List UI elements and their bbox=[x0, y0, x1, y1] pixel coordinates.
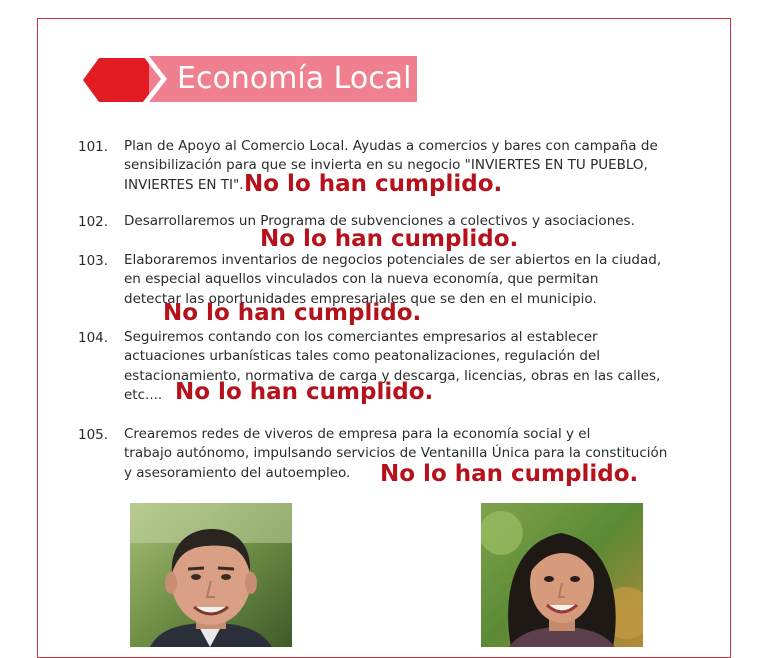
item-line: actuaciones urbanísticas tales como peatonalizaciones, regulación del bbox=[124, 348, 601, 365]
item-line: INVIERTES EN TI". bbox=[124, 176, 244, 193]
item-number: 104. bbox=[78, 330, 109, 346]
item-number: 105. bbox=[78, 427, 109, 443]
item-number: 101. bbox=[78, 139, 109, 155]
woman-portrait-photo bbox=[481, 503, 643, 647]
item-line: Desarrollaremos un Programa de subvenciones a colectivos y asociaciones. bbox=[124, 213, 635, 229]
status-stamp: No lo han cumplido. bbox=[244, 171, 503, 197]
man-portrait-photo bbox=[130, 503, 292, 647]
item-number: 103. bbox=[78, 253, 109, 269]
item-line: y asesoramiento del autoempleo. bbox=[124, 464, 351, 481]
item-line: sensibilización para que se invierta en su negocio "INVIERTES EN TU PUEBLO, bbox=[124, 157, 648, 174]
status-stamp: No lo han cumplido. bbox=[175, 379, 434, 405]
item-line: detectar las oportunidades empresariales que se den en el municipio. bbox=[124, 290, 597, 307]
item-line: etc.... bbox=[124, 386, 163, 403]
item-line: Elaboraremos inventarios de negocios potenciales de ser abiertos en la ciudad, bbox=[124, 252, 662, 268]
item-line: Crearemos redes de viveros de empresa para la economía social y el bbox=[124, 426, 591, 442]
banner-arrow-notch bbox=[143, 56, 167, 102]
section-title: Economía Local bbox=[177, 61, 412, 96]
item-number: 102. bbox=[78, 214, 109, 230]
status-stamp: No lo han cumplido. bbox=[163, 300, 422, 326]
item-line: estacionamiento, normativa de carga y descarga, licencias, obras en las calles, bbox=[124, 367, 661, 384]
item-line: trabajo autónomo, impulsando servicios de Ventanilla Única para la constitución bbox=[124, 445, 668, 462]
status-stamp: No lo han cumplido. bbox=[380, 461, 639, 487]
item-line: Seguiremos contando con los comerciantes empresarios al establecer bbox=[124, 329, 598, 345]
item-line: Plan de Apoyo al Comercio Local. Ayudas a comercios y bares con campaña de bbox=[124, 138, 658, 154]
item-line: en especial aquellos vinculados con la nueva economía, que permitan bbox=[124, 271, 599, 288]
status-stamp: No lo han cumplido. bbox=[260, 226, 519, 252]
